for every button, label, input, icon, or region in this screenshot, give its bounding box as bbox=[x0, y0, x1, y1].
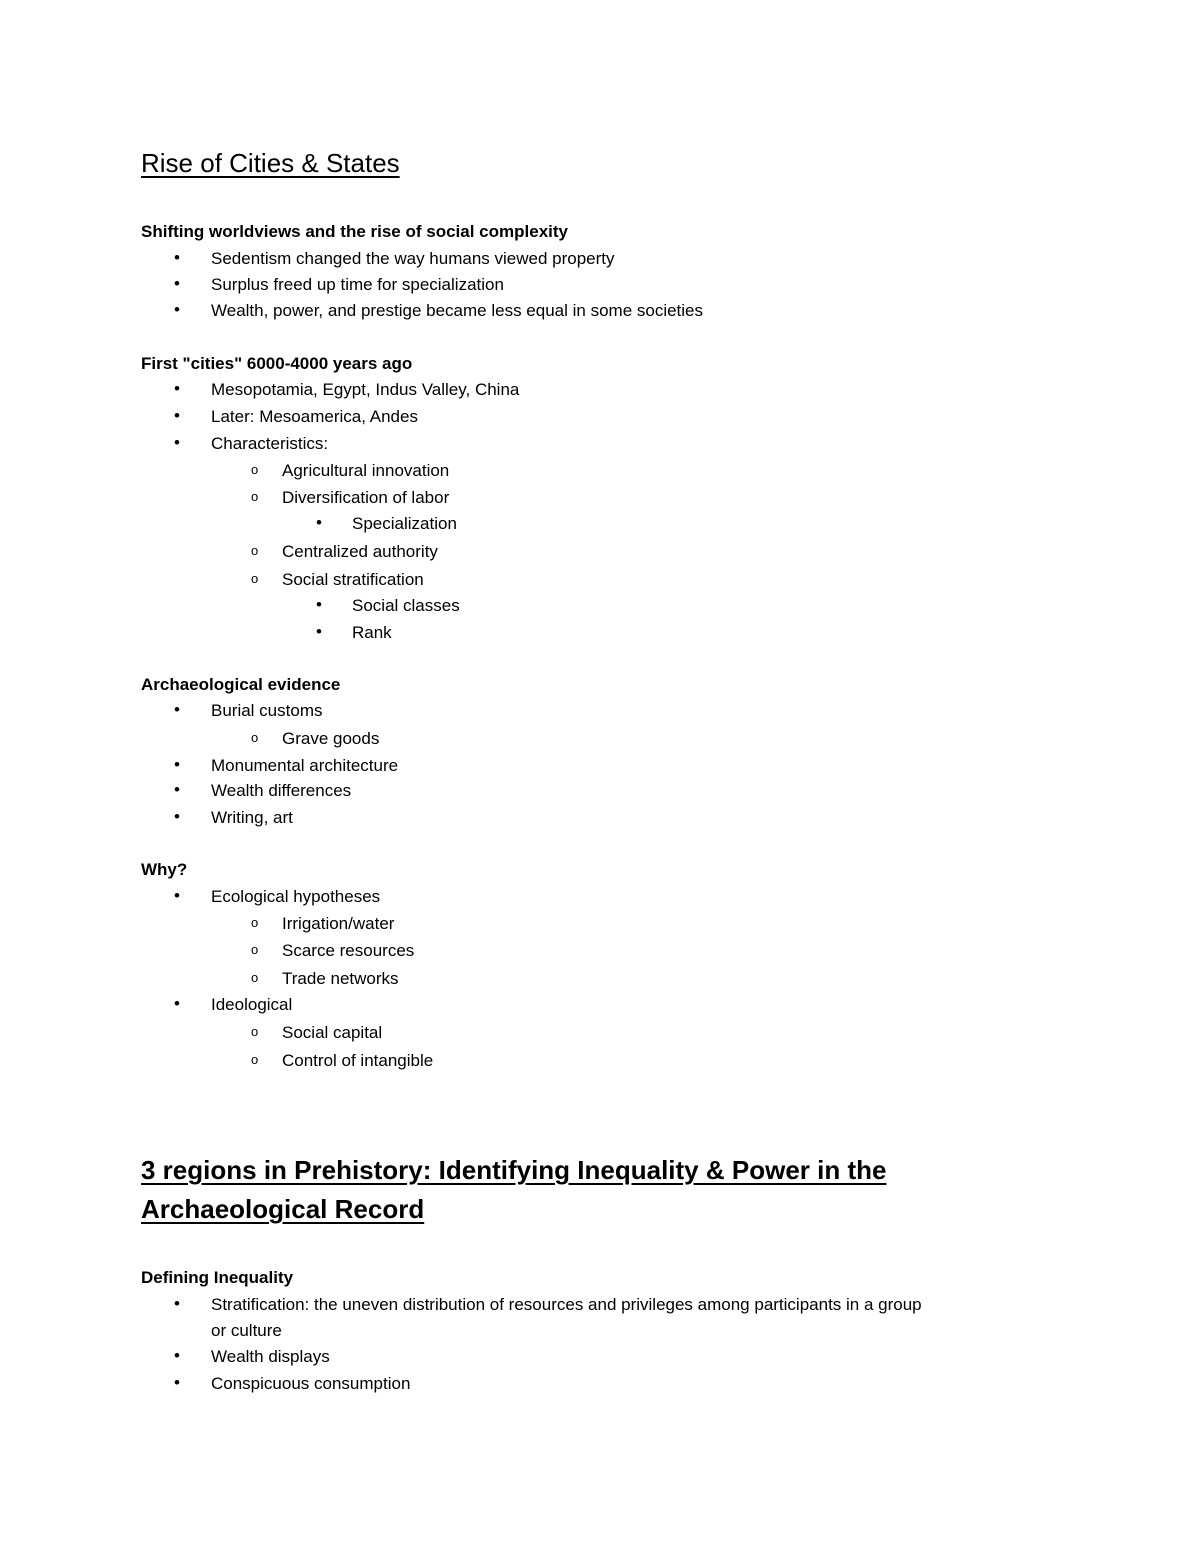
list-item: Diversification of labor bbox=[282, 488, 450, 507]
list-item: Scarce resources bbox=[282, 941, 415, 960]
list-item-continuation: or culture bbox=[211, 1321, 282, 1340]
section-heading-worldviews: Shifting worldviews and the rise of social complexity bbox=[141, 222, 568, 241]
list-item: Stratification: the uneven distribution of resources and privileges among participants in a group bbox=[211, 1295, 922, 1314]
section-heading-first-cities: First "cities" 6000-4000 years ago bbox=[141, 354, 413, 373]
bullet-icon: • bbox=[174, 807, 180, 826]
list-item: Wealth displays bbox=[211, 1347, 330, 1366]
list-item: Wealth differences bbox=[211, 781, 352, 800]
list-item: Agricultural innovation bbox=[282, 461, 450, 480]
bullet-icon: • bbox=[316, 595, 322, 614]
section-heading-why: Why? bbox=[141, 860, 188, 879]
list-item: Surplus freed up time for specialization bbox=[211, 275, 504, 294]
list-item: Ideological bbox=[211, 995, 293, 1014]
circle-bullet-icon: o bbox=[251, 1024, 259, 1039]
circle-bullet-icon: o bbox=[251, 462, 259, 477]
list-item: Social classes bbox=[352, 596, 460, 615]
list-item: Monumental architecture bbox=[211, 756, 399, 775]
list-item: Burial customs bbox=[211, 701, 323, 720]
bullet-icon: • bbox=[174, 994, 180, 1013]
bullet-icon: • bbox=[174, 1294, 180, 1313]
bullet-icon: • bbox=[174, 379, 180, 398]
list-item: Characteristics: bbox=[211, 434, 329, 453]
circle-bullet-icon: o bbox=[251, 730, 259, 745]
bullet-icon: • bbox=[174, 1373, 180, 1392]
section-title-line1: 3 regions in Prehistory: Identifying Inequality & Power in the bbox=[141, 1155, 887, 1185]
bullet-icon: • bbox=[174, 886, 180, 905]
bullet-icon: • bbox=[174, 248, 180, 267]
list-item: Grave goods bbox=[282, 729, 380, 748]
bullet-icon: • bbox=[316, 513, 322, 532]
list-item: Control of intangible bbox=[282, 1051, 434, 1070]
section-heading-archaeological-evidence: Archaeological evidence bbox=[141, 675, 341, 694]
page-title: Rise of Cities & States bbox=[141, 148, 400, 178]
circle-bullet-icon: o bbox=[251, 970, 259, 985]
list-item: Social capital bbox=[282, 1023, 383, 1042]
list-item: Sedentism changed the way humans viewed property bbox=[211, 249, 615, 268]
circle-bullet-icon: o bbox=[251, 489, 259, 504]
list-item: Wealth, power, and prestige became less equal in some societies bbox=[211, 301, 704, 320]
list-item: Centralized authority bbox=[282, 542, 438, 561]
bullet-icon: • bbox=[174, 300, 180, 319]
section-heading-defining-inequality: Defining Inequality bbox=[141, 1268, 294, 1287]
section-title-line2: Archaeological Record bbox=[141, 1194, 425, 1224]
list-item: Conspicuous consumption bbox=[211, 1374, 411, 1393]
list-item: Social stratification bbox=[282, 570, 424, 589]
list-item: Trade networks bbox=[282, 969, 399, 988]
circle-bullet-icon: o bbox=[251, 543, 259, 558]
list-item: Later: Mesoamerica, Andes bbox=[211, 407, 418, 426]
list-item: Ecological hypotheses bbox=[211, 887, 381, 906]
bullet-icon: • bbox=[174, 780, 180, 799]
list-item: Writing, art bbox=[211, 808, 293, 827]
list-item: Mesopotamia, Egypt, Indus Valley, China bbox=[211, 380, 520, 399]
bullet-icon: • bbox=[174, 274, 180, 293]
circle-bullet-icon: o bbox=[251, 571, 259, 586]
bullet-icon: • bbox=[174, 755, 180, 774]
circle-bullet-icon: o bbox=[251, 942, 259, 957]
list-item: Irrigation/water bbox=[282, 914, 395, 933]
bullet-icon: • bbox=[174, 700, 180, 719]
bullet-icon: • bbox=[174, 406, 180, 425]
circle-bullet-icon: o bbox=[251, 1052, 259, 1067]
bullet-icon: • bbox=[174, 433, 180, 452]
bullet-icon: • bbox=[316, 622, 322, 641]
bullet-icon: • bbox=[174, 1346, 180, 1365]
list-item: Specialization bbox=[352, 514, 457, 533]
list-item: Rank bbox=[352, 623, 392, 642]
circle-bullet-icon: o bbox=[251, 915, 259, 930]
